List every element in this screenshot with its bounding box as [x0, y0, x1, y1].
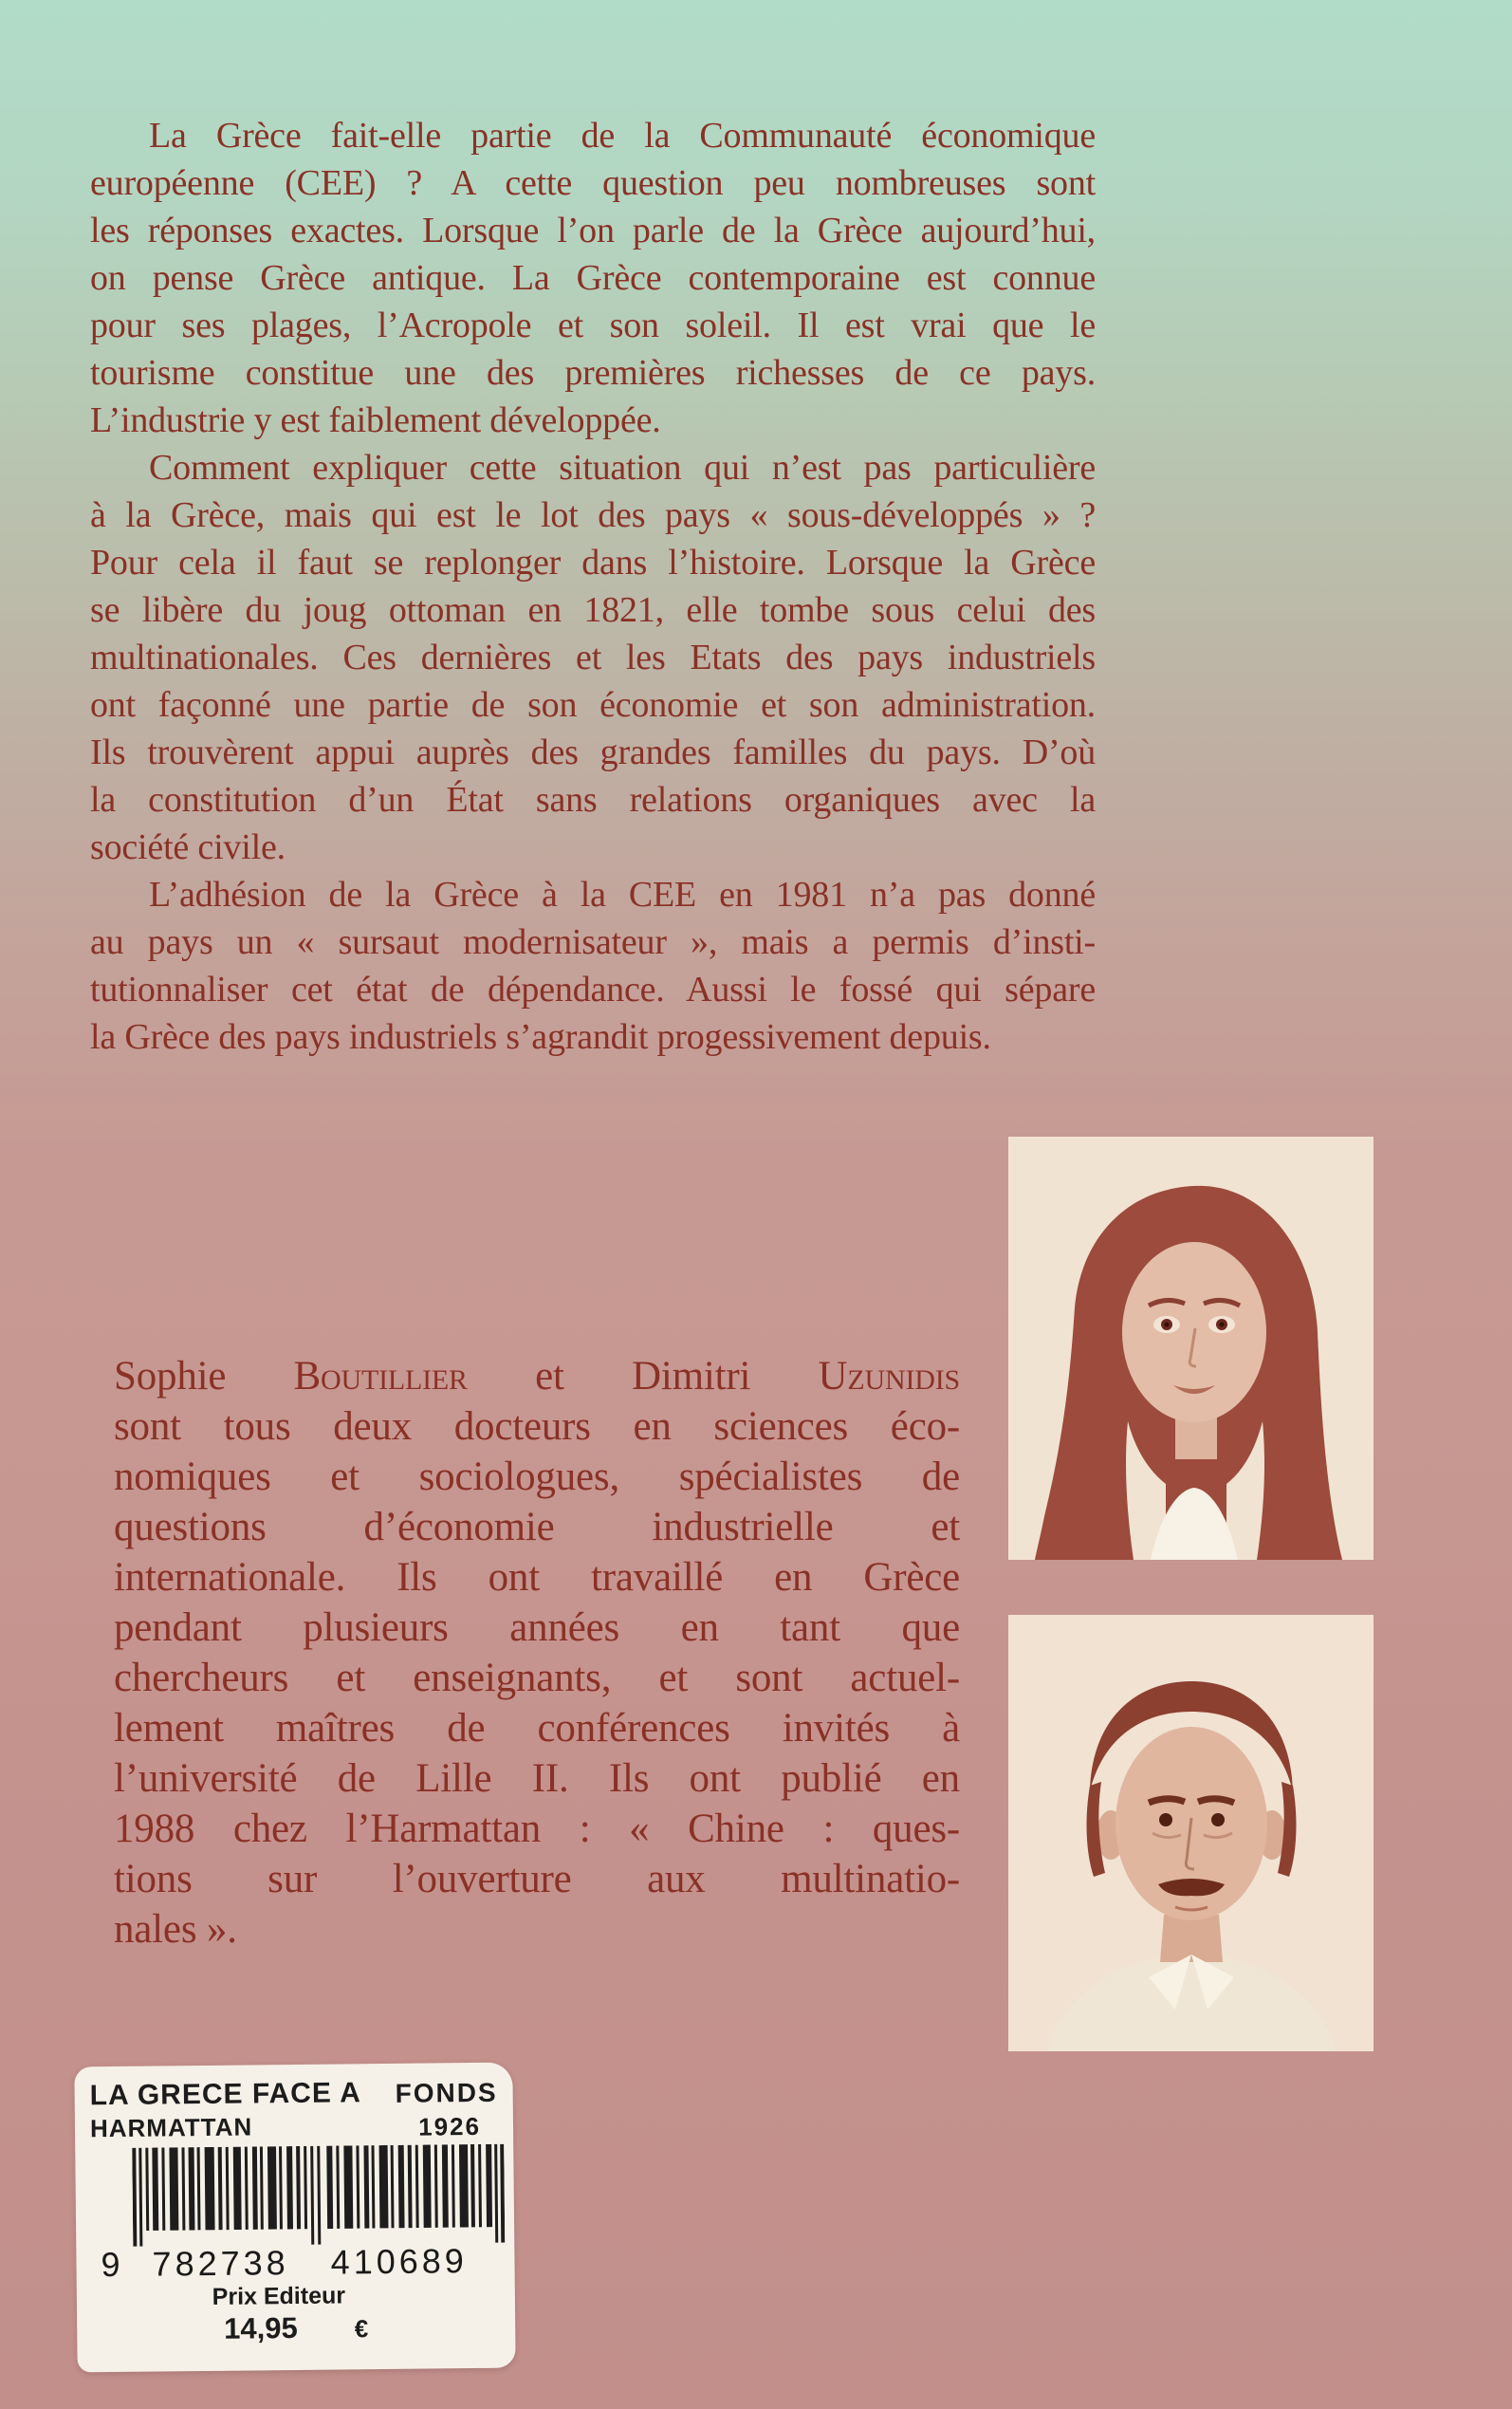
bio-line: chercheurs et enseignants, et sont actuel-	[114, 1656, 960, 1700]
synopsis-line: se libère du joug ottoman en 1821, elle tombe sous celui des	[90, 590, 1096, 630]
price-sticker	[74, 2063, 515, 2373]
synopsis-line: européenne (CEE) ? A cette question peu nombreuses sont	[90, 163, 1096, 203]
synopsis-line: Pour cela il faut se replonger dans l’histoire. Lorsque la Grèce	[90, 543, 1096, 583]
synopsis-line: L’industrie y est faiblement développée.	[90, 400, 661, 440]
synopsis-line: les réponses exactes. Lorsque l’on parle de la Grèce aujourd’hui,	[90, 211, 1096, 250]
bio-line: lement maîtres de conférences invités à	[114, 1706, 960, 1751]
bio-line: l’université de Lille II. Ils ont publié en	[114, 1756, 960, 1801]
euro-currency-symbol: €	[354, 2314, 369, 2344]
price-value: 14,95	[224, 2310, 298, 2345]
author-bio-text	[114, 1351, 960, 1955]
bio-author-line	[114, 1351, 960, 1401]
bio-line: nomiques et sociologues, spécialistes de	[114, 1455, 960, 1499]
bio-author-mid: et Dimitri	[467, 1354, 819, 1399]
synopsis-line: multinationales. Ces dernières et les Etats des pays industriels	[90, 638, 1096, 677]
bio-line: internationale. Ils ont travaillé en Grèce	[114, 1555, 960, 1600]
synopsis-line: L’adhésion de la Grèce à la CEE en 1981 n’a pas donné	[149, 875, 1096, 915]
synopsis-line: société civile.	[90, 827, 286, 867]
synopsis-line: pour ses plages, l’Acropole et son soleil. Il est vrai que le	[90, 306, 1096, 345]
barcode-prefix: 9	[101, 2244, 124, 2285]
synopsis-line: Ils trouvèrent appui auprès des grandes familles du pays. D’où	[90, 732, 1096, 772]
author-photo-sophie-boutillier	[1008, 1137, 1374, 1560]
author-photo-dimitri-uzunidis	[1008, 1615, 1374, 2051]
synopsis-line: ont façonné une partie de son économie et son administration.	[90, 685, 1096, 725]
woman-portrait-illustration	[1008, 1137, 1374, 1560]
synopsis-line: Comment expliquer cette situation qui n’est pas particulière	[149, 448, 1096, 488]
bio-line: nales ».	[114, 1907, 237, 1952]
price-label: Prix Editeur	[212, 2282, 346, 2310]
sticker-publisher: HARMATTAN	[89, 2112, 253, 2143]
barcode-icon	[132, 2144, 505, 2247]
synopsis-text	[90, 112, 1096, 1061]
sticker-fonds-label: FONDS	[395, 2077, 498, 2108]
bio-author-surname-2: Uzunidis	[818, 1354, 960, 1399]
synopsis-line: tourisme constitue une des premières richesses de ce pays.	[90, 353, 1096, 393]
synopsis-line: La Grèce fait-elle partie de la Communauté économique	[149, 116, 1096, 156]
synopsis-line: la constitution d’un État sans relations organiques avec la	[90, 780, 1096, 820]
bio-author-pre: Sophie	[114, 1354, 294, 1399]
barcode-group-1: 782738	[152, 2243, 289, 2284]
barcode-digits	[76, 2241, 514, 2284]
bio-line: tions sur l’ouverture aux multinatio-	[114, 1857, 960, 1901]
synopsis-line: on pense Grèce antique. La Grèce contemporaine est connue	[90, 258, 1096, 298]
price-row	[77, 2309, 515, 2348]
bio-author-surname-1: Boutillier	[293, 1354, 468, 1399]
synopsis-line: à la Grèce, mais qui est le lot des pays « sous-développés » ?	[90, 495, 1096, 535]
synopsis-line: tutionnaliser cet état de dépendance. Aussi le fossé qui sépare	[90, 970, 1096, 1010]
synopsis-line: au pays un « sursaut modernisateur », mais a permis d’insti-	[90, 922, 1096, 962]
man-portrait-illustration	[1008, 1615, 1374, 2051]
bio-line: 1988 chez l’Harmattan : « Chine : ques-	[114, 1807, 960, 1851]
synopsis-line: la Grèce des pays industriels s’agrandit progessivement depuis.	[90, 1017, 991, 1057]
sticker-fonds-number: 1926	[418, 2111, 482, 2141]
barcode-group-2: 410689	[330, 2241, 469, 2282]
bio-line: questions d’économie industrielle et	[114, 1505, 960, 1549]
bio-line: pendant plusieurs années en tant que	[114, 1605, 960, 1650]
sticker-book-title: LA GRECE FACE A	[89, 2077, 361, 2112]
bio-line: sont tous deux docteurs en sciences éco-	[114, 1404, 960, 1449]
